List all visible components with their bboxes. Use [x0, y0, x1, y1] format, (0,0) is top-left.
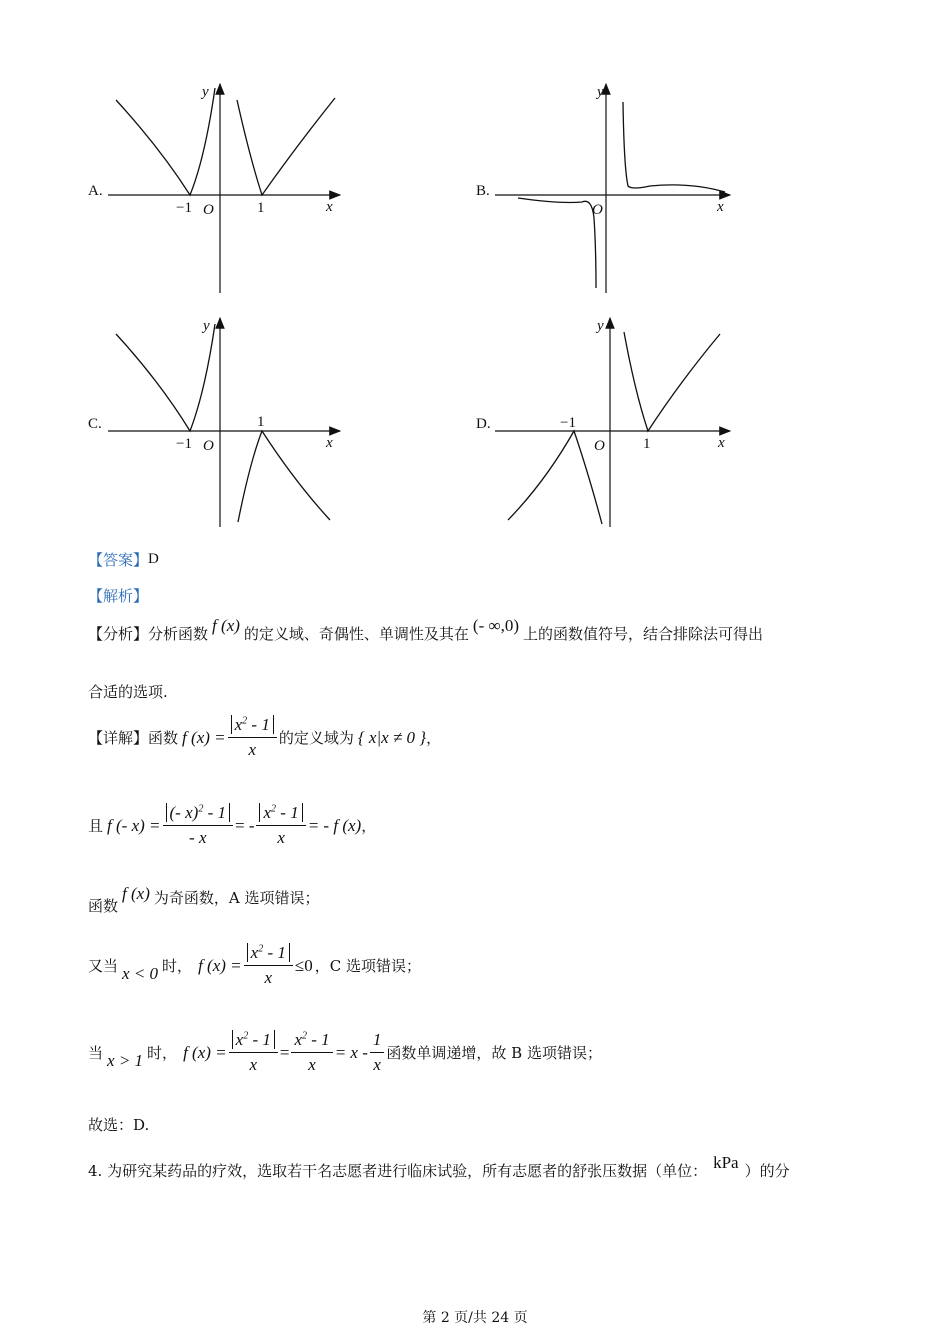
- odd-text-2: 为奇函数，A 选项错误；: [153, 889, 320, 907]
- page-footer: 第 2 页/共 24 页: [422, 1310, 528, 1326]
- y-label: y: [202, 84, 209, 100]
- math-fx-def: f (x) =: [182, 727, 226, 747]
- conclusion-text: 故选：D.: [88, 1116, 150, 1134]
- tick-one: 1: [643, 436, 651, 452]
- math-fx-odd: f (x): [122, 883, 150, 903]
- dang-text-3: 函数单调递增，故 B 选项错误；: [386, 1044, 602, 1062]
- math-x-lt-0: x < 0: [122, 963, 159, 983]
- math-domain: { x|x ≠ 0 }: [357, 727, 427, 747]
- curve-right: [623, 102, 725, 192]
- qie-line: 且 f (- x) = $\frac{(- x)^2 - 1}{- x}$ = - $\frac{x^2 - 1}{x}$ = - f (x) ，: [88, 803, 377, 847]
- question-4-unit: kPa: [713, 1152, 739, 1172]
- fenxi-text-4: 合适的选项.: [88, 683, 168, 701]
- question-4-text-1: 4. 为研究某药品的疗效，选取若干名志愿者进行临床试验，所有志愿者的舒张压数据（单位：: [88, 1162, 708, 1180]
- analysis-tag: 【解析】: [88, 587, 149, 605]
- origin-label: O: [594, 438, 605, 454]
- dang-text-1: 当: [88, 1044, 104, 1062]
- answer-tag: 【答案】: [88, 551, 149, 569]
- option-c-label: C.: [88, 416, 102, 432]
- option-d-label: D.: [476, 416, 491, 432]
- origin-label: O: [592, 202, 603, 218]
- fenxi-tag: 【分析】: [88, 625, 149, 643]
- question-4-text-2: ）的分: [744, 1162, 790, 1180]
- odd-text-1: 函数: [88, 897, 119, 915]
- qie-text-2: ，: [361, 817, 377, 835]
- option-b-label: B.: [476, 183, 490, 199]
- curve-right: [624, 332, 720, 431]
- math-frac-you: $\frac{x^2 - 1}{x}$: [244, 943, 293, 988]
- question-4: [88, 1152, 790, 1181]
- curve-left: [116, 324, 215, 431]
- math-neg-fx: = - f (x): [307, 815, 362, 835]
- dang-text-2: 时，: [147, 1044, 178, 1062]
- y-label: y: [597, 84, 604, 100]
- curve-right: [238, 431, 330, 522]
- you-text-3: ，C 选项错误；: [314, 957, 421, 975]
- math-fx: f (x): [212, 615, 240, 635]
- answer-line: [88, 549, 159, 570]
- curve-right: [237, 98, 335, 195]
- tick-one: 1: [257, 414, 265, 430]
- origin-label: O: [203, 202, 214, 218]
- curve-left: [116, 88, 215, 195]
- qie-text-1: 且: [88, 817, 104, 835]
- option-a-label: A.: [88, 183, 103, 199]
- fenxi-line: [88, 615, 764, 644]
- math-x-minus: = x -: [334, 1042, 368, 1062]
- curve-left: [518, 198, 596, 288]
- tick-neg-one: −1: [176, 200, 192, 216]
- tick-neg-one: −1: [176, 436, 192, 452]
- y-label: y: [597, 318, 604, 334]
- math-frac-def: $\frac{x^2 - 1}{x}$: [228, 715, 277, 760]
- math-frac-1-over-x: $\frac{1}{x}$: [370, 1030, 385, 1075]
- math-frac-dang-1: $\frac{x^2 - 1}{x}$: [229, 1030, 278, 1075]
- analysis-line: [88, 585, 148, 606]
- dang-line: 当 x > 1 时， f (x) = $\frac{x^2 - 1}{x}$ = $\frac{x^2 - 1}{x}$ = x - $\frac{1}{x}$ 函数单调递增，故 B 选项错误；: [88, 1030, 602, 1074]
- graph-option-d: [490, 312, 740, 532]
- fenxi-line-2: [88, 681, 168, 702]
- fenxi-text-2: 的定义域、奇偶性、单调性及其在: [243, 625, 469, 643]
- x-label: x: [717, 199, 724, 215]
- x-label: x: [326, 435, 333, 451]
- conclusion-line: [88, 1114, 149, 1135]
- math-frac-dang-2: $\frac{x^2 - 1}{x}$: [291, 1030, 332, 1075]
- math-x-gt-1: x > 1: [107, 1050, 144, 1070]
- math-frac-negx: $\frac{(- x)^2 - 1}{- x}$: [163, 803, 233, 848]
- graph-option-c: [100, 312, 350, 532]
- graph-option-a: [100, 78, 350, 298]
- you-line: 又当 x < 0 时， f (x) = $\frac{x^2 - 1}{x}$ ≤0 ，C 选项错误；: [88, 943, 421, 987]
- tick-one: 1: [257, 200, 265, 216]
- xiangjie-line: [88, 715, 441, 760]
- fenxi-text-3: 上的函数值符号，结合排除法可得出: [523, 625, 764, 643]
- y-label: y: [203, 318, 210, 334]
- curve-left: [508, 431, 602, 524]
- xiangjie-text-2: 的定义域为: [278, 729, 354, 747]
- odd-line: [88, 883, 320, 915]
- math-fx-dang: f (x) =: [183, 1042, 227, 1062]
- you-text-2: 时，: [162, 957, 193, 975]
- math-frac-pos: $\frac{x^2 - 1}{x}$: [256, 803, 305, 848]
- you-text-1: 又当: [88, 957, 119, 975]
- xiangjie-text-1: 函数: [148, 729, 179, 747]
- math-fx-you: f (x) =: [198, 955, 242, 975]
- math-f-negx: f (- x) =: [107, 815, 161, 835]
- answer-value: D: [148, 551, 159, 567]
- x-label: x: [718, 435, 725, 451]
- tick-neg-one: −1: [560, 415, 576, 431]
- xiangjie-tag: 【详解】: [88, 729, 149, 747]
- math-interval: (- ∞,0): [472, 615, 520, 635]
- xiangjie-text-3: ，: [426, 729, 442, 747]
- x-label: x: [326, 199, 333, 215]
- fenxi-text-1: 分析函数: [148, 625, 209, 643]
- origin-label: O: [203, 438, 214, 454]
- graph-option-b: [490, 78, 740, 298]
